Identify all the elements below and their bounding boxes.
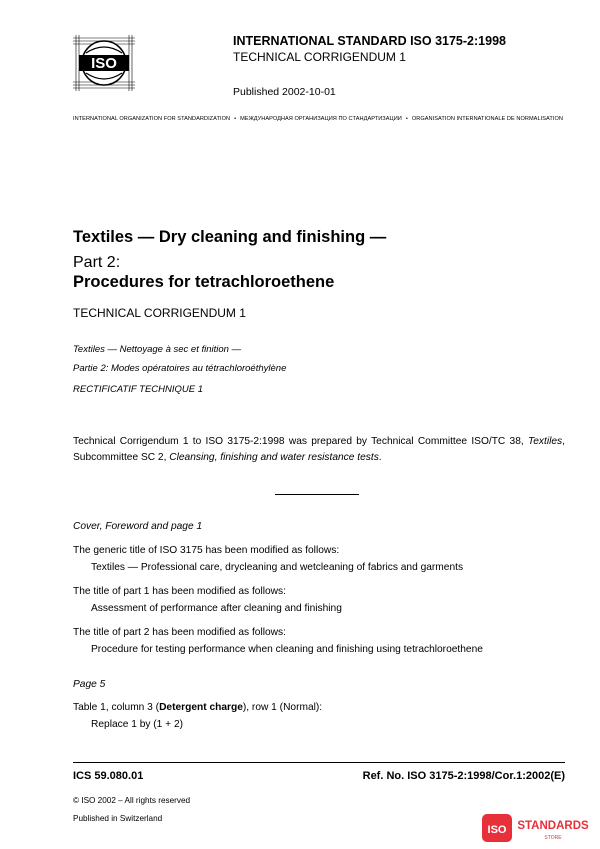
- table-column-name: Detergent charge: [159, 702, 243, 713]
- stamp-standards-text: STANDARDS: [517, 820, 589, 832]
- published-date: Published 2002-10-01: [233, 86, 336, 98]
- organization-names: [73, 116, 565, 122]
- footer-rule: [73, 762, 565, 763]
- replace-instruction: Replace 1 by (1 + 2): [91, 719, 184, 730]
- section-heading-page5: Page 5: [73, 679, 106, 690]
- part2-intro: The title of part 2 has been modified as follows:: [73, 627, 286, 638]
- standard-title: INTERNATIONAL STANDARD ISO 3175-2:1998: [233, 34, 506, 48]
- intro-committee-name: Textiles: [527, 436, 563, 447]
- intro-text: , Subcommittee SC 2,: [73, 436, 565, 463]
- part-title: Procedures for tetrachloroethene: [73, 273, 335, 291]
- table-reference-text: ), row 1 (Normal):: [242, 702, 323, 713]
- org-name-en: INTERNATIONAL ORGANIZATION FOR STANDARDIZATION: [73, 116, 231, 122]
- part1-intro: The title of part 1 has been modified as follows:: [73, 586, 286, 597]
- org-name-ru: МЕЖДУНАРОДНАЯ ОРГАНИЗАЦИЯ ПО СТАНДАРТИЗАЦИИ: [240, 116, 402, 122]
- french-corrigendum: RECTIFICATIF TECHNIQUE 1: [73, 384, 204, 395]
- intro-subcommittee-name: Cleansing, finishing and water resistance tests: [169, 451, 379, 463]
- iso-standards-store-stamp: [480, 812, 594, 844]
- french-part-title: Partie 2: Modes opératoires au tétrachloroéthylène: [73, 363, 287, 374]
- table-reference: [73, 702, 322, 713]
- french-title: Textiles — Nettoyage à sec et finition —: [73, 344, 242, 355]
- part-label: Part 2:: [73, 254, 121, 271]
- ics-code: ICS 59.080.01: [73, 770, 144, 782]
- generic-title-intro: The generic title of ISO 3175 has been modified as follows:: [73, 545, 340, 556]
- section-divider: [275, 494, 359, 495]
- table-reference-text: Table 1, column 3 (: [73, 702, 160, 713]
- org-separator: •: [405, 116, 408, 122]
- reference-number: Ref. No. ISO 3175-2:1998/Cor.1:2002(E): [362, 770, 565, 782]
- corrigendum-label: TECHNICAL CORRIGENDUM 1: [73, 306, 246, 320]
- intro-paragraph: [73, 434, 565, 465]
- org-separator: •: [234, 116, 237, 122]
- intro-text: Technical Corrigendum 1 to ISO 3175-2:1998 was prepared by Technical Committee ISO/TC 38,: [73, 436, 528, 447]
- copyright-notice: © ISO 2002 – All rights reserved: [73, 796, 191, 805]
- corrigendum-subtitle: TECHNICAL CORRIGENDUM 1: [233, 50, 406, 64]
- part1-title-text: Assessment of performance after cleaning and finishing: [91, 603, 342, 614]
- iso-logo-text: ISO: [91, 55, 117, 72]
- generic-title-text: Textiles — Professional care, drycleaning and wetcleaning of fabrics and garments: [91, 562, 464, 573]
- stamp-store-text: STORE: [544, 835, 562, 841]
- stamp-iso-text: ISO: [487, 824, 507, 836]
- iso-logo: [73, 35, 135, 91]
- published-in: Published in Switzerland: [73, 814, 163, 823]
- org-name-fr: ORGANISATION INTERNATIONALE DE NORMALISATION: [411, 116, 563, 122]
- section-heading-cover: Cover, Foreword and page 1: [73, 521, 203, 532]
- document-title: Textiles — Dry cleaning and finishing —: [73, 228, 387, 246]
- intro-text: .: [378, 451, 382, 463]
- part2-title-text: Procedure for testing performance when cleaning and finishing using tetrachloroethene: [91, 644, 483, 655]
